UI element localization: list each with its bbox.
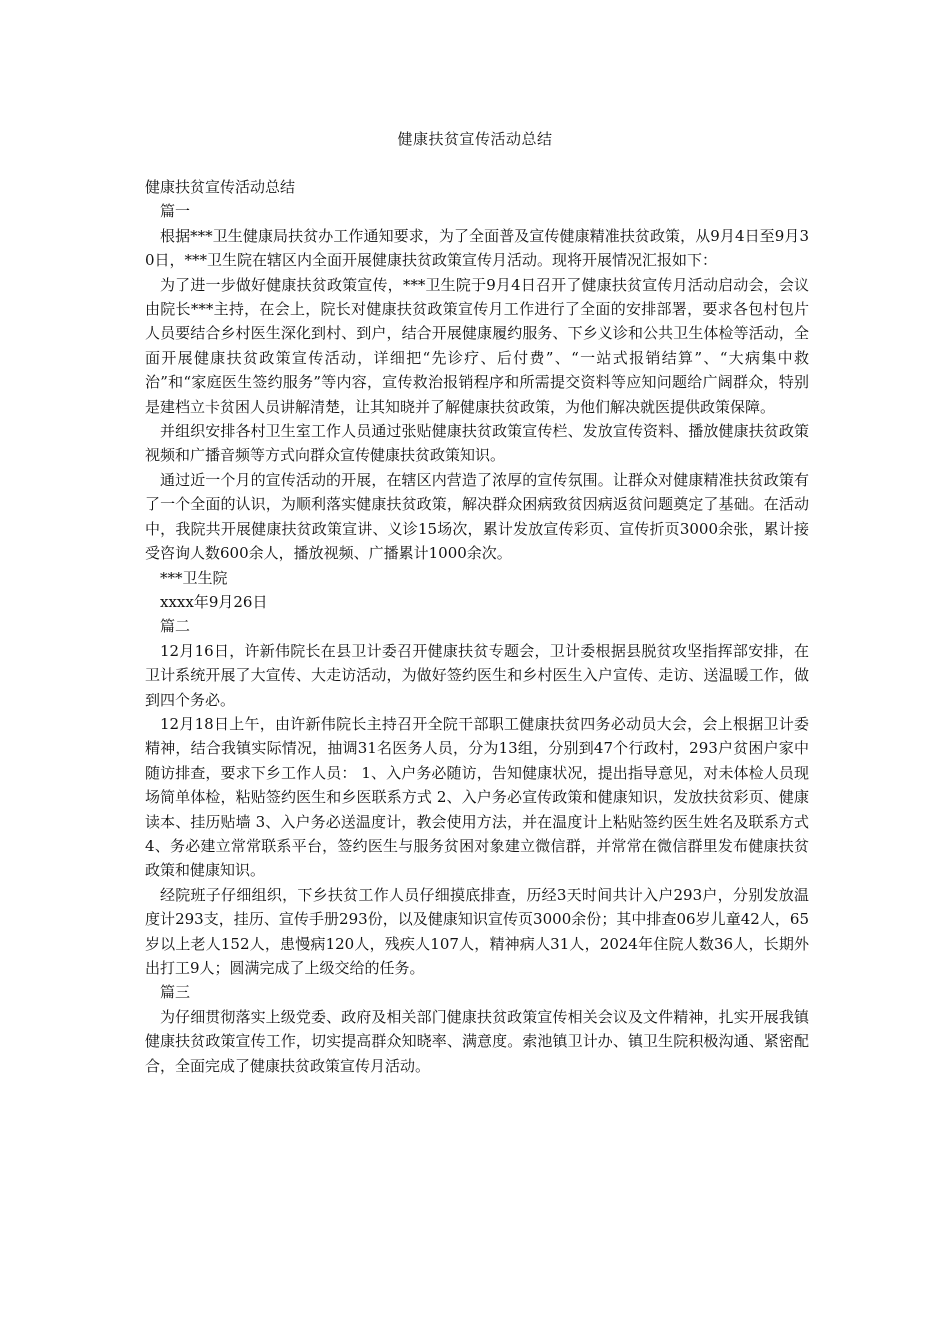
paragraph: 为了进一步做好健康扶贫政策宣传，***卫生院于9月4日召开了健康扶贫宣传月活动启动会，会议由院长***主持，在会上，院长对健康扶贫政策宣传月工作进行了全面的安排部署，要求各包村包片人员要结合乡村医生深化到村、到户，结合开展健康履约服务、下乡义诊和公共卫生体检等活动，全面开展健康扶贫政策宣传活动，详细把“先诊疗、后付费”、“一站式报销结算”、“大病集中救治”和“家庭医生签约服务”等内容，宣传救治报销程序和所需提交资料等应知问题给广阔群众，特别是建档立卡贫困人员讲解清楚，让其知晓并了解健康扶贫政策，为他们解决就医提供政策保障。: [145, 275, 809, 416]
section-label-3: 篇三: [160, 983, 191, 1002]
paragraph: 根据***卫生健康局扶贫办工作通知要求，为了全面普及宣传健康精准扶贫政策，从9月4日至9月30日，***卫生院在辖区内全面开展健康扶贫政策宣传月活动。现将开展情况汇报如下：: [145, 226, 809, 270]
section-label-1: 篇一: [160, 202, 191, 221]
paragraph: 12月16日，许新伟院长在县卫计委召开健康扶贫专题会，卫计委根据县脱贫攻坚指挥部安排，在卫计系统开展了大宣传、大走访活动，为做好签约医生和乡村医生入户宣传、走访、送温暖工作，做到四个务必。: [145, 641, 809, 709]
document-subtitle: 健康扶贫宣传活动总结: [145, 178, 296, 196]
document-title: 健康扶贫宣传活动总结: [397, 130, 553, 148]
paragraph: 并组织安排各村卫生室工作人员通过张贴健康扶贫政策宣传栏、发放宣传资料、播放健康扶贫政策视频和广播音频等方式向群众宣传健康扶贫政策知识。: [145, 422, 809, 465]
paragraph: 为仔细贯彻落实上级党委、政府及相关部门健康扶贫政策宣传相关会议及文件精神，扎实开展我镇健康扶贫政策宣传工作，切实提高群众知晓率、满意度。索池镇卫计办、镇卫生院积极沟通、紧密配合，全面完成了健康扶贫政策宣传月活动。: [145, 1007, 809, 1075]
signature: ***卫生院: [160, 568, 228, 587]
paragraph: 12月18日上午，由许新伟院长主持召开全院干部职工健康扶贫四务必动员大会，会上根据卫计委精神，结合我镇实际情况，抽调31名医务人员，分为13组，分别到47个行政村，293户贫困户家中随访排查，要求下乡工作人员： 1、入户务必随访，告知健康状况，提出指导意见，对未体检人员现场简单体检，粘贴签约医生和乡医联系方式 2、入户务必宣传政策和健康知识，发放扶贫彩页、健康读本、挂历贴墙 3、入户务必送温度计，教会使用方法，并在温度计上粘贴签约医生姓名及联系方式 4、务必建立常常联系平台，签约医生与服务贫困对象建立微信群，并常常在微信群里发布健康扶贫政策和健康知识。: [145, 714, 809, 880]
paragraph: 经院班子仔细组织，下乡扶贫工作人员仔细摸底排查，历经3天时间共计入户293户，分别发放温度计293支，挂历、宣传手册293份，以及健康知识宣传页3000余份；其中排查06岁儿童42人，65岁以上老人152人，患慢病120人，残疾人107人，精神病人31人，2024年住院人数36人，长期外出打工9人；圆满完成了上级交给的任务。: [145, 885, 809, 977]
signature-date: xxxx年9月26日: [160, 592, 268, 611]
section-label-2: 篇二: [160, 617, 191, 636]
document-body: [145, 175, 809, 1078]
paragraph: 通过近一个月的宣传活动的开展，在辖区内营造了浓厚的宣传氛围。让群众对健康精准扶贫政策有了一个全面的认识，为顺利落实健康扶贫政策，解决群众困病致贫因病返贫问题奠定了基础。在活动中，我院共开展健康扶贫政策宣讲、义诊15场次，累计发放宣传彩页、宣传折页3000余张，累计接受咨询人数600余人，播放视频、广播累计1000余次。: [145, 470, 809, 563]
